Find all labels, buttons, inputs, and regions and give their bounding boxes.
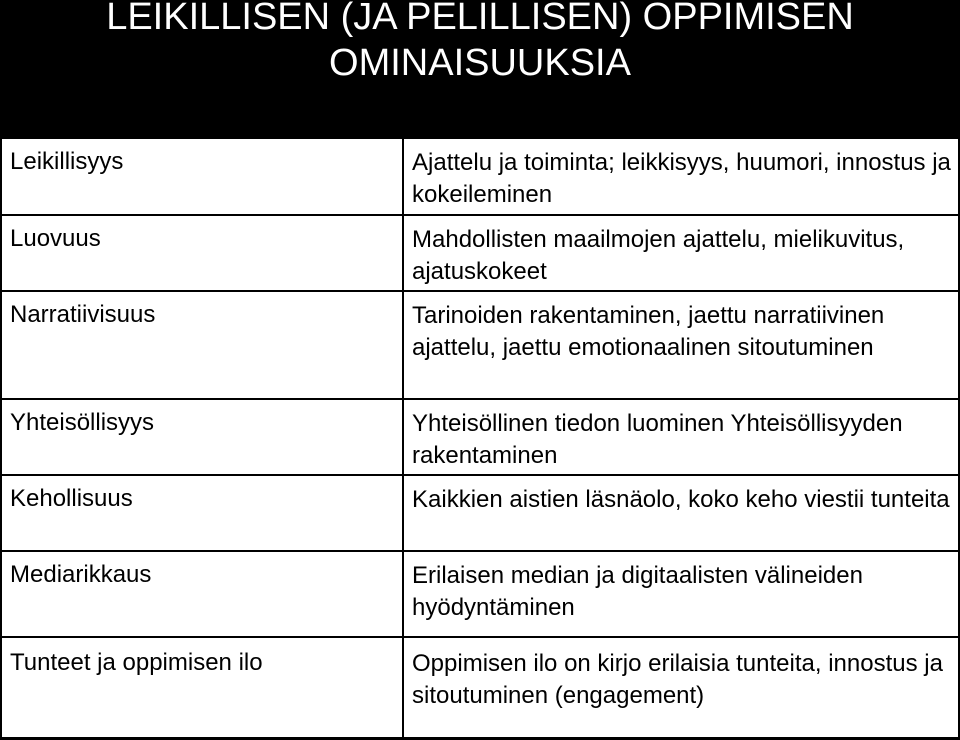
- row-description: Yhteisöllinen tiedon luominen Yhteisöllisyyden rakentaminen: [412, 410, 903, 469]
- slide-title-line-2: OMINAISUUKSIA: [329, 42, 631, 84]
- row-term: Yhteisöllisyys: [10, 409, 155, 436]
- row-term: Tunteet ja oppimisen ilo: [10, 649, 263, 676]
- table-row: [2, 550, 958, 636]
- table-row: [2, 636, 958, 737]
- table-row: [2, 290, 958, 398]
- row-description: Kaikkien aistien läsnäolo, koko keho viestii tunteita: [412, 486, 950, 513]
- slide-title-line-1: LEIKILLISEN (JA PELILLISEN) OPPIMISEN: [106, 0, 854, 38]
- row-term: Luovuus: [10, 225, 101, 252]
- row-description: Mahdollisten maailmojen ajattelu, mielikuvitus, ajatuskokeet: [412, 226, 905, 285]
- table-row: [2, 398, 958, 474]
- row-description: Ajattelu ja toiminta; leikkisyys, huumori, innostus ja kokeileminen: [412, 149, 951, 208]
- row-description: Oppimisen ilo on kirjo erilaisia tunteita, innostus ja sitoutuminen (engagement): [412, 650, 943, 709]
- row-term: Narratiivisuus: [10, 301, 156, 328]
- row-description: Erilaisen median ja digitaalisten välineiden hyödyntäminen: [412, 562, 863, 621]
- row-description: Tarinoiden rakentaminen, jaettu narratiivinen ajattelu, jaettu emotionaalinen sitoutuminen: [412, 302, 885, 361]
- table-row: [2, 137, 958, 214]
- table-row: [2, 214, 958, 290]
- row-term: Kehollisuus: [10, 485, 133, 512]
- row-term: Mediarikkaus: [10, 561, 152, 588]
- row-term: Leikillisyys: [10, 148, 124, 175]
- slide-title: [0, 0, 960, 110]
- table-row: [2, 474, 958, 550]
- features-table: [2, 137, 958, 737]
